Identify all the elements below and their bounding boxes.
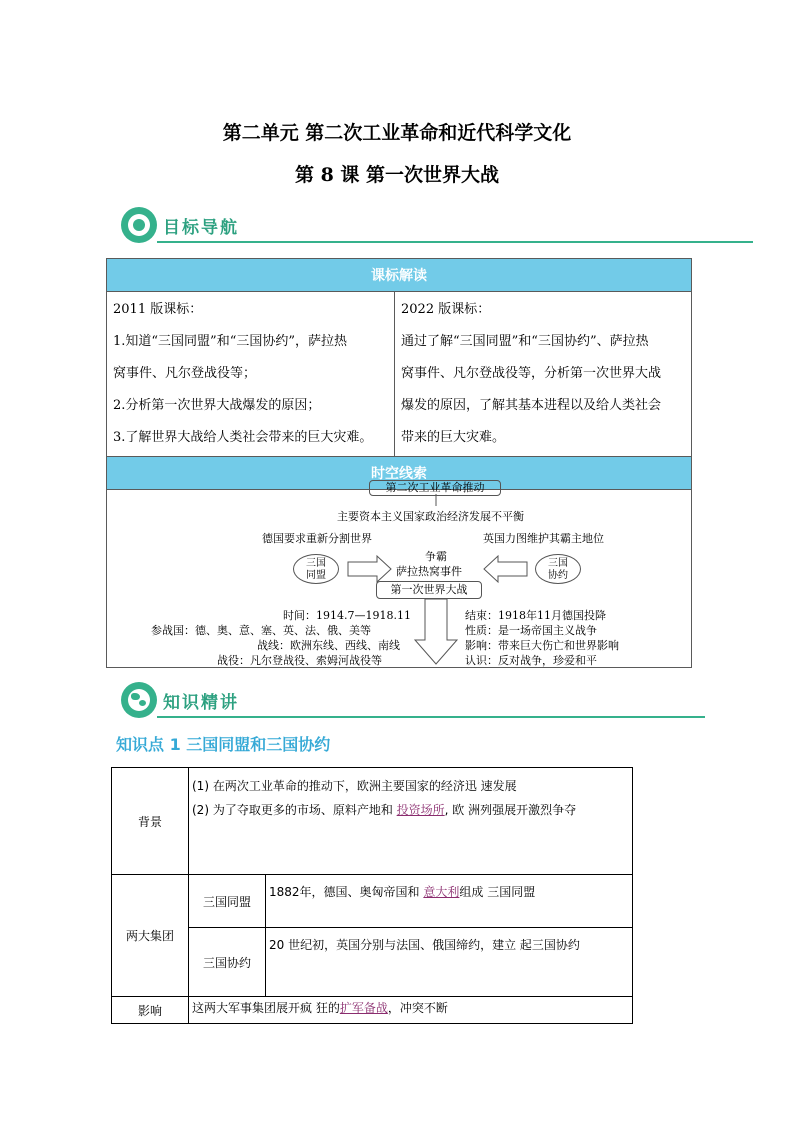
standards-line: 通过了解“三国同盟”和“三国协约”、萨拉热: [401, 334, 649, 349]
entente-content: 20 世纪初，英国分别与法国、俄国缔约，建立 起三国协约: [266, 928, 633, 997]
alliance-text: 1882年，德国、奥匈帝国和: [269, 885, 424, 899]
section-knowledge-header: [121, 682, 705, 722]
standards-line: 窝事件、凡尔登战役等；: [113, 366, 257, 381]
background-content: [189, 768, 633, 875]
standards-line: 1.知道“三国同盟”和“三国协约”，萨拉热: [113, 334, 347, 349]
fronts-text: 战线：欧洲东线、西线、南线: [257, 639, 400, 652]
timeline-header: 时空线索: [107, 457, 692, 490]
standards-line: 2.分析第一次世界大战爆发的原因；: [113, 398, 321, 413]
section-goal-label: 目标导航: [163, 218, 239, 238]
standards-header: 课标解读: [107, 259, 692, 292]
war-end-text: 结束：1918年11月德国投降: [465, 609, 606, 622]
impact-text: ，冲突不断: [387, 1001, 448, 1015]
standards-2011: [107, 292, 395, 457]
globe-icon: [121, 682, 157, 718]
standards-2022-title: 2022 版课标：: [401, 302, 491, 317]
standards-line: 带来的巨大灾难。: [401, 430, 506, 445]
knowledge-point-title: 知识点 1 三国同盟和三国协约: [116, 735, 331, 754]
standards-2011-title: 2011 版课标：: [113, 302, 203, 317]
war-time-text: 时间：1914.7—1918.11: [283, 609, 411, 622]
timeline-diagram: [106, 480, 692, 668]
lesson-title: 第 8 课 第一次世界大战: [294, 164, 500, 186]
entente-label: 三国协约: [189, 928, 266, 997]
sarajevo-text: 萨拉热窝事件: [396, 565, 462, 578]
background-line-2: [192, 798, 629, 822]
war-lesson-text: 认识：反对战争，珍爱和平: [465, 654, 597, 667]
background-underline: 投资场所: [396, 803, 445, 817]
section-knowledge-label: 知识精讲: [163, 693, 239, 713]
knowledge-table: [111, 767, 633, 1024]
background-text: , 欧 洲列强展开激烈争夺: [444, 803, 577, 817]
battles-text: 战役：凡尔登战役、索姆河战役等: [217, 654, 382, 667]
section-divider: [157, 241, 753, 243]
uneven-development-text: 主要资本主义国家政治经济发展不平衡: [337, 510, 524, 523]
alliance-content: [266, 875, 633, 928]
standards-line: 爆发的原因，了解其基本进程以及给人类社会: [401, 398, 662, 413]
blocs-label: 两大集团: [112, 875, 189, 997]
section-goal-header: [121, 207, 753, 247]
impact-content: [189, 997, 633, 1024]
standards-table: [106, 258, 692, 490]
germany-text: 德国要求重新分割世界: [262, 532, 372, 545]
war-impact-text: 影响：带来巨大伤亡和世界影响: [465, 639, 619, 652]
impact-underline: 扩军备战: [339, 1001, 388, 1015]
impact-label: 影响: [112, 997, 189, 1024]
background-text: (2) 为了夺取更多的市场、原料产地和: [192, 803, 397, 817]
triple-entente-ellipse: 三国 协约: [535, 554, 581, 584]
impact-text: 这两大军事集团展开疯 狂的: [192, 1001, 340, 1015]
standards-line: 3.了解世界大战给人类社会带来的巨大灾难。: [113, 430, 373, 445]
war-nature-text: 性质：是一场帝国主义战争: [465, 624, 597, 637]
alliance-label: 三国同盟: [189, 875, 266, 928]
participants-text: 参战国：德、奥、意、塞、英、法、俄、美等: [151, 624, 371, 637]
standards-line: 窝事件、凡尔登战役等，分析第一次世界大战: [401, 366, 662, 381]
standards-2022: [395, 292, 692, 457]
industrial-revolution-box: 第二次工业革命推动: [369, 480, 501, 496]
hegemony-text: 争霸: [425, 550, 447, 563]
britain-text: 英国力图维护其霸主地位: [483, 532, 604, 545]
background-line-1: (1) 在两次工业革命的推动下，欧洲主要国家的经济迅 速发展: [192, 779, 517, 793]
ww1-box: 第一次世界大战: [376, 581, 482, 599]
triple-alliance-ellipse: 三国 同盟: [293, 554, 339, 584]
section-divider: [157, 716, 705, 718]
alliance-underline: 意大利: [423, 885, 460, 899]
alliance-text: 组成 三国同盟: [459, 885, 536, 899]
target-icon: [121, 207, 157, 243]
unit-title: 第二单元 第二次工业革命和近代科学文化: [222, 122, 572, 144]
background-label: 背景: [112, 768, 189, 875]
